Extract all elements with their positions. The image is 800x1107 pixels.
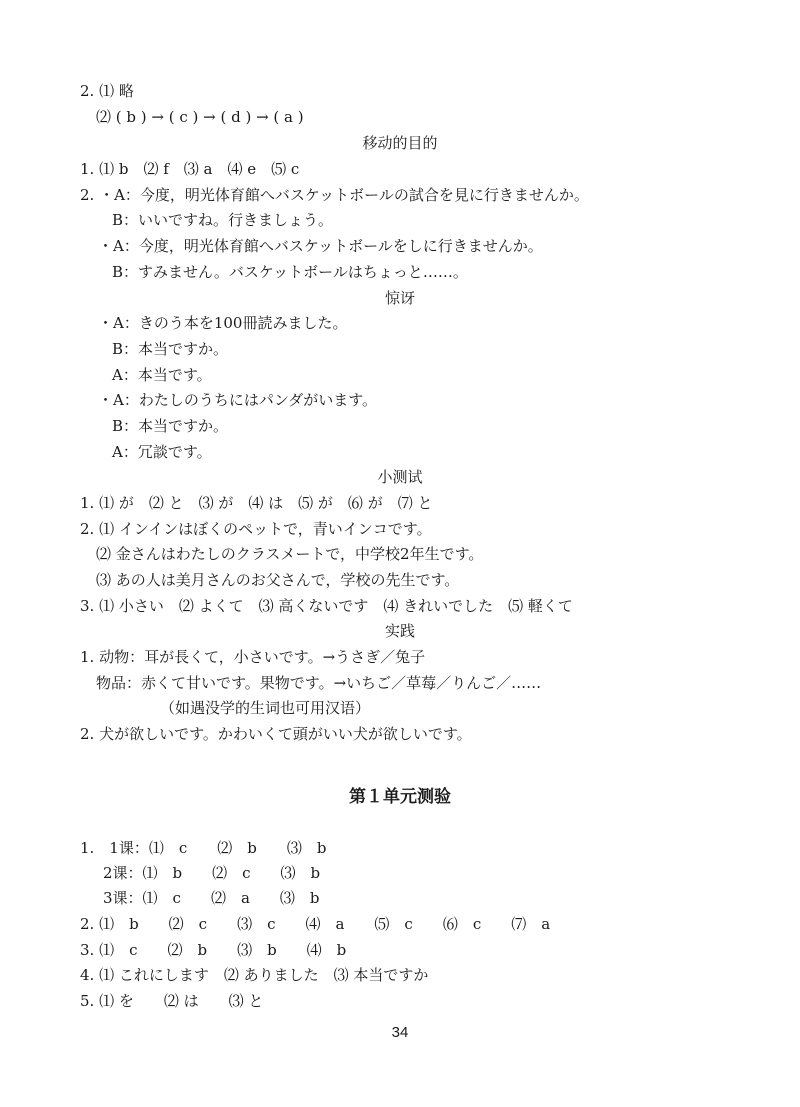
answer-line: ・A：今度，明光体育館へバスケットボールをしに行きませんか。 [98, 237, 543, 255]
answer-line: 1. 动物：耳が長くて，小さいです。→うさぎ／兔子 [80, 648, 426, 666]
answer-line: B：すみません。バスケットボールはちょっと……。 [112, 263, 468, 281]
answer-line: ・A：わたしのうちにはパンダがいます。 [98, 391, 378, 409]
answer-line: ⑶ あの人は美月さんのお父さんで，学校の先生です。 [96, 571, 460, 589]
answer-line: 1. ⑴ b ⑵ f ⑶ a ⑷ e ⑸ c [80, 160, 300, 178]
answer-line: ⑵ ( b ) → ( c ) → ( d ) → ( a ) [96, 108, 304, 126]
answer-line: ・A：きのう本を100冊読みました。 [98, 314, 348, 332]
answer-line: A：本当です。 [112, 366, 212, 384]
answer-line: 2. ⑴ 略 [80, 82, 134, 100]
section-heading-surprise: 惊讶 [384, 289, 415, 307]
answer-line: 5. ⑴ を ⑵ は ⑶ と [80, 992, 264, 1010]
answer-line: B：本当ですか。 [112, 340, 229, 358]
answer-line: 3课：⑴ c ⑵ a ⑶ b [103, 889, 320, 907]
section-heading-practice: 实践 [384, 622, 415, 640]
answer-line: 3. ⑴ 小さい ⑵ よくて ⑶ 高くないです ⑷ きれいでした ⑸ 軽くて [80, 597, 573, 615]
section-heading-quiz: 小测试 [377, 468, 423, 486]
answer-line: B：本当ですか。 [112, 417, 229, 435]
answer-line: 2. ⑴ インインはぼくのペットで，青いインコです。 [80, 520, 432, 538]
answer-line: 1. ⑴ が ⑵ と ⑶ が ⑷ は ⑸ が ⑹ が ⑺ と [80, 494, 433, 512]
section-heading-move: 移动的目的 [362, 134, 438, 152]
answer-line: 2. 犬が欲しいです。かわいくて頭がいい犬が欲しいです。 [80, 725, 472, 743]
answer-line: 4. ⑴ これにします ⑵ ありました ⑶ 本当ですか [80, 966, 429, 984]
answer-line: 3. ⑴ c ⑵ b ⑶ b ⑷ b [80, 941, 347, 959]
answer-note: （如遇没学的生词也可用汉语） [160, 699, 371, 717]
answer-line: 2. ⑴ b ⑵ c ⑶ c ⑷ a ⑸ c ⑹ c ⑺ a [80, 915, 551, 933]
answer-line: 2课：⑴ b ⑵ c ⑶ b [103, 864, 321, 882]
answer-line: B：いいですね。行きましょう。 [112, 211, 334, 229]
answer-line: 物品：赤くて甘いです。果物です。→いちご／草莓／りんご／…… [96, 674, 542, 692]
answer-line: 1. 1课：⑴ c ⑵ b ⑶ b [80, 839, 327, 857]
page-number: 34 [391, 1024, 409, 1041]
answer-line: 2. ・A：今度，明光体育館へバスケットボールの試合を見に行きませんか。 [80, 186, 589, 204]
unit-test-title: 第１单元测验 [349, 787, 451, 807]
answer-line: ⑵ 金さんはわたしのクラスメートで，中学校2年生です。 [96, 545, 484, 563]
answer-line: A：冗談です。 [112, 443, 212, 461]
